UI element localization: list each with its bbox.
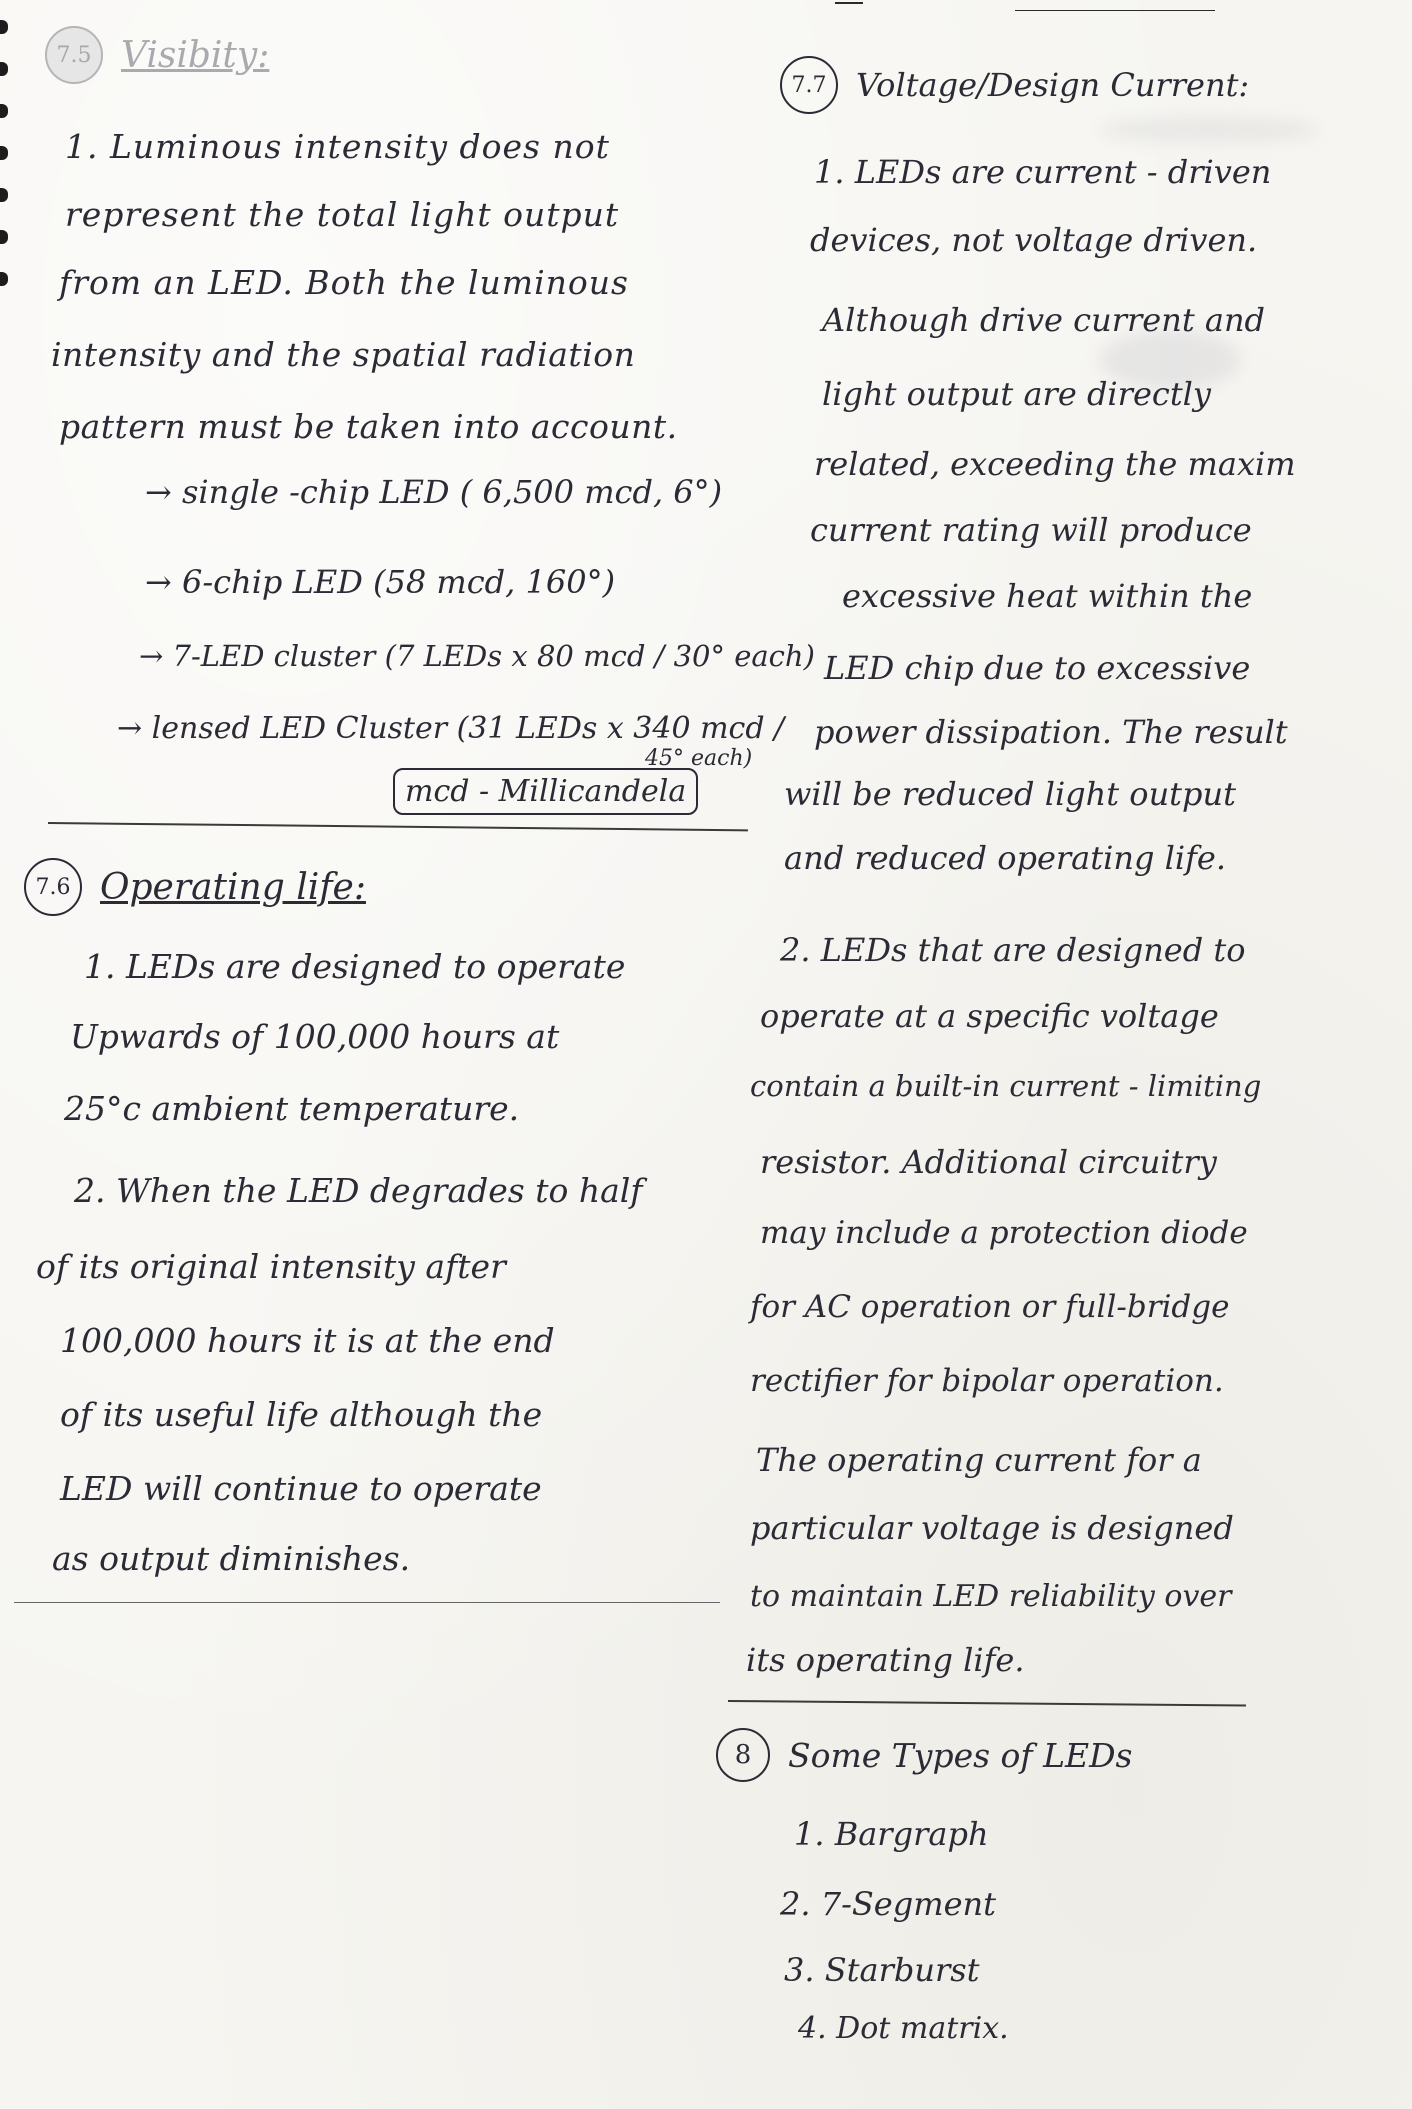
text-line: and reduced operating life. bbox=[784, 839, 1227, 877]
page-top-rule bbox=[1015, 10, 1215, 11]
text-line: contain a built-in current - limiting bbox=[750, 1069, 1262, 1103]
section-number-badge: 7.5 bbox=[45, 26, 103, 84]
text-line: operate at a specific voltage bbox=[760, 997, 1219, 1035]
text-line: 25°c ambient temperature. bbox=[64, 1089, 520, 1128]
text-line: intensity and the spatial radiation bbox=[51, 335, 636, 374]
section-divider bbox=[728, 1700, 1246, 1707]
list-item: 3. Starburst bbox=[784, 1951, 980, 1989]
text-line: LED will continue to operate bbox=[60, 1469, 542, 1508]
section-voltage-current bbox=[746, 56, 1412, 1696]
section-divider bbox=[14, 1602, 720, 1603]
bullet-item: 45° each) bbox=[645, 746, 753, 771]
section-title: Operating life: bbox=[100, 866, 366, 908]
text-line: resistor. Additional circuitry bbox=[760, 1143, 1217, 1181]
text-line: Upwards of 100,000 hours at bbox=[70, 1017, 560, 1056]
section-title: Some Types of LEDs bbox=[788, 1735, 1133, 1775]
section-number-badge: 8 bbox=[716, 1728, 770, 1782]
text-line: rectifier for bipolar operation. bbox=[750, 1363, 1224, 1399]
text-line: of its useful life although the bbox=[60, 1395, 543, 1434]
text-line: its operating life. bbox=[746, 1641, 1025, 1679]
bullet-item: → 7-LED cluster (7 LEDs x 80 mcd / 30° each) bbox=[139, 639, 815, 673]
text-line: represent the total light output bbox=[65, 195, 620, 234]
text-line: current rating will produce bbox=[810, 511, 1252, 549]
bullet-item: → single -chip LED ( 6,500 mcd, 6°) bbox=[145, 473, 723, 511]
text-line: as output diminishes. bbox=[52, 1539, 411, 1578]
text-line: will be reduced light output bbox=[784, 775, 1236, 813]
text-line: particular voltage is designed bbox=[750, 1509, 1234, 1547]
text-line: LED chip due to excessive bbox=[824, 649, 1251, 687]
text-line: for AC operation or full-bridge bbox=[750, 1289, 1230, 1325]
text-line: may include a protection diode bbox=[760, 1215, 1248, 1251]
abbreviation-note: mcd - Millicandela bbox=[393, 768, 698, 815]
section-heading bbox=[716, 1728, 1133, 1782]
text-line: 1. LEDs are current - driven bbox=[814, 153, 1272, 191]
list-item: 1. Bargraph bbox=[794, 1815, 989, 1853]
text-line: 2. LEDs that are designed to bbox=[780, 931, 1246, 969]
text-line: 1. Luminous intensity does not bbox=[65, 127, 610, 166]
text-line: Although drive current and bbox=[822, 301, 1266, 339]
text-line: related, exceeding the maxim bbox=[814, 445, 1296, 483]
text-line: 100,000 hours it is at the end bbox=[60, 1321, 555, 1360]
section-led-types bbox=[716, 1728, 1316, 2048]
section-number-badge: 7.6 bbox=[24, 858, 82, 916]
text-line: 2. When the LED degrades to half bbox=[74, 1171, 643, 1210]
text-line: from an LED. Both the luminous bbox=[59, 263, 629, 302]
section-operating-life bbox=[24, 858, 784, 1578]
section-heading bbox=[780, 56, 1249, 114]
text-line: The operating current for a bbox=[756, 1441, 1202, 1479]
text-line: to maintain LED reliability over bbox=[750, 1579, 1232, 1614]
text-line: pattern must be taken into account. bbox=[59, 407, 678, 446]
page-top-rule bbox=[835, 2, 863, 4]
list-item: 4. Dot matrix. bbox=[798, 2011, 1009, 2046]
binding-holes bbox=[0, 20, 14, 320]
text-line: light output are directly bbox=[822, 375, 1211, 413]
text-line: 1. LEDs are designed to operate bbox=[84, 947, 626, 986]
section-title: Visibity: bbox=[121, 34, 270, 76]
text-line: devices, not voltage driven. bbox=[810, 221, 1258, 259]
section-number-badge: 7.7 bbox=[780, 56, 838, 114]
section-heading bbox=[24, 858, 366, 916]
text-line: excessive heat within the bbox=[842, 577, 1253, 615]
section-title: Voltage/Design Current: bbox=[856, 66, 1250, 104]
section-heading bbox=[45, 26, 269, 84]
bullet-item: → lensed LED Cluster (31 LEDs x 340 mcd / bbox=[117, 711, 785, 746]
text-line: of its original intensity after bbox=[36, 1247, 506, 1286]
bullet-item: → 6-chip LED (58 mcd, 160°) bbox=[145, 563, 616, 601]
list-item: 2. 7-Segment bbox=[780, 1885, 996, 1923]
text-line: power dissipation. The result bbox=[814, 713, 1288, 751]
